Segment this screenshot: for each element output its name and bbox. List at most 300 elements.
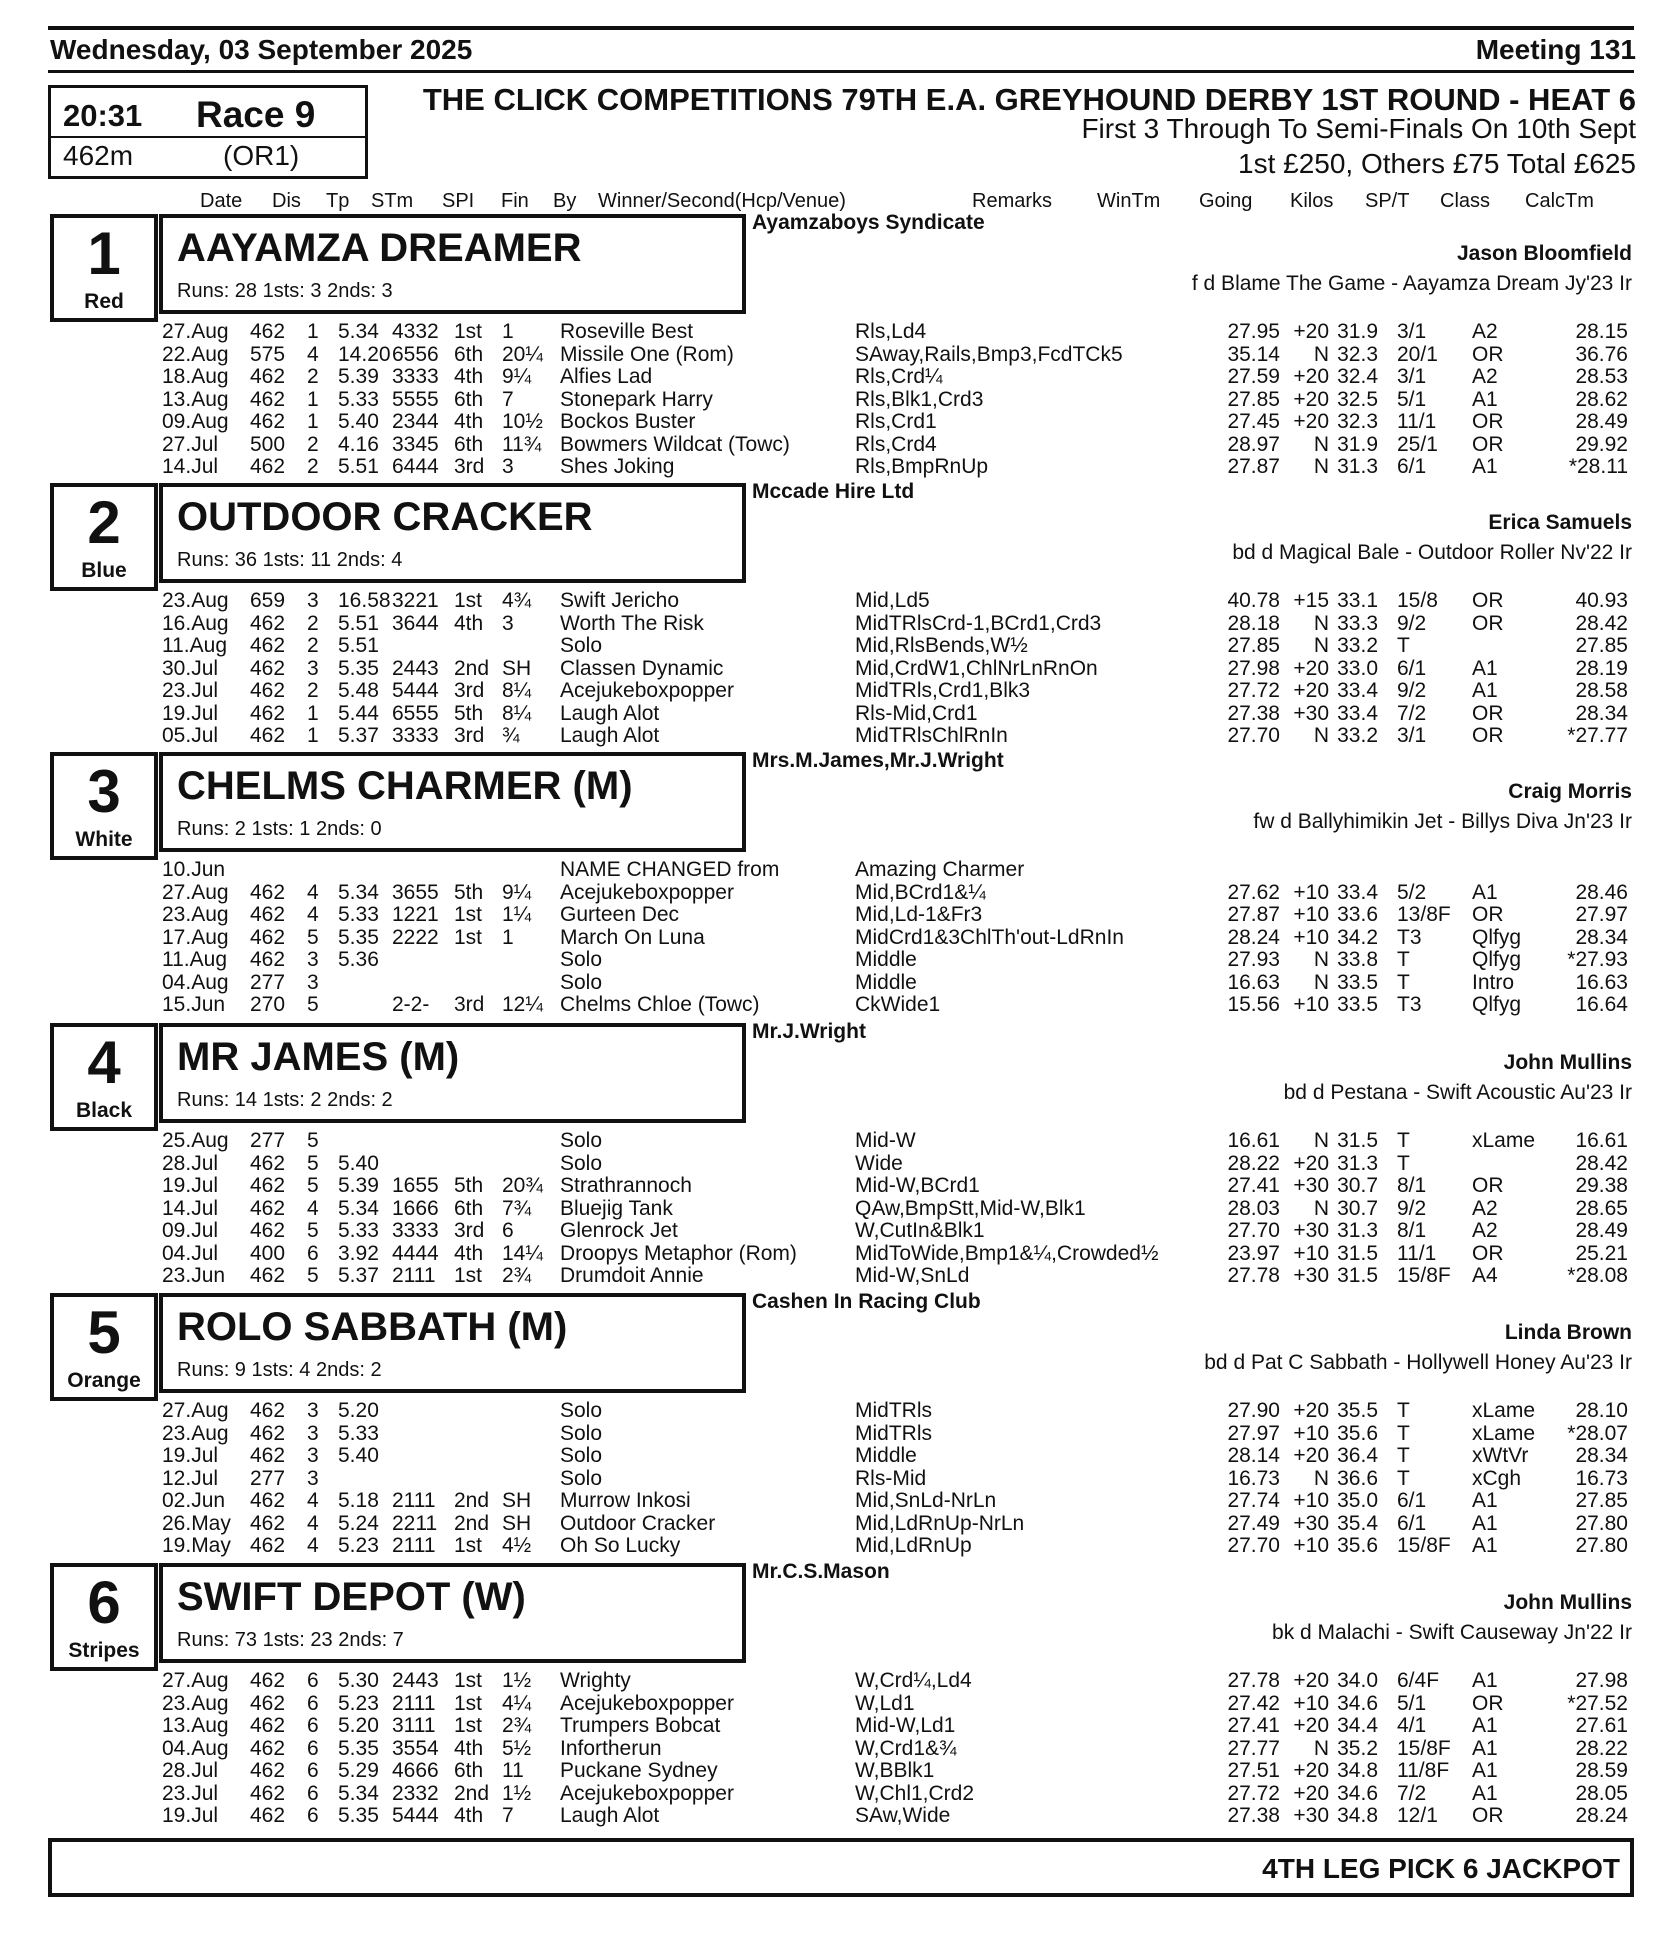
form-kilos: 31.9 <box>1337 320 1378 343</box>
form-sp: T <box>1397 1444 1410 1467</box>
form-calc-time: 40.93 <box>1575 589 1628 612</box>
form-date: 19.Jul <box>162 1444 219 1467</box>
form-win-time: 27.59 <box>1227 365 1280 388</box>
form-distance-beaten: 2¾ <box>502 1714 532 1737</box>
form-class: Intro <box>1472 970 1515 994</box>
dog-stats: Runs: 36 1sts: 11 2nds: 4 <box>177 549 403 571</box>
form-row <box>0 1175 1676 1198</box>
form-date: 14.Jul <box>162 1196 219 1220</box>
form-remarks: Mid-W,BCrd1 <box>855 1174 980 1197</box>
form-sp: 7/2 <box>1397 1781 1427 1805</box>
form-distance-beaten: 5½ <box>502 1736 532 1760</box>
form-table <box>0 1130 1676 1288</box>
form-row <box>0 456 1676 479</box>
form-going: +30 <box>1293 1174 1329 1197</box>
form-trap: 2 <box>307 365 319 388</box>
form-date: 23.Jun <box>162 1264 226 1287</box>
form-date: 23.Aug <box>162 589 229 612</box>
form-remarks: MidTRls <box>855 1399 932 1422</box>
form-going: N <box>1313 432 1329 456</box>
form-win-time: 16.73 <box>1227 1466 1280 1490</box>
form-calc-time: 28.34 <box>1575 701 1628 725</box>
form-sp: 5/2 <box>1397 880 1427 904</box>
form-remarks: MidTRls <box>855 1421 932 1445</box>
form-sp: 9/2 <box>1397 611 1427 635</box>
form-date: 23.Aug <box>162 903 229 926</box>
form-trap: 6 <box>307 1241 319 1265</box>
form-distance: 462 <box>250 903 286 926</box>
dog-stats: Runs: 2 1sts: 1 2nds: 0 <box>177 818 382 840</box>
col-calctm: CalcTm <box>1525 190 1594 212</box>
form-distance-beaten: 6 <box>502 1219 514 1242</box>
form-calc-time: 28.65 <box>1575 1196 1628 1220</box>
form-positions: 3644 <box>392 611 439 635</box>
form-row <box>0 1670 1676 1693</box>
form-distance-beaten: 12¼ <box>502 993 543 1016</box>
form-table <box>0 321 1676 479</box>
form-trap: 3 <box>307 1466 319 1490</box>
form-winner: Solo <box>560 1444 603 1467</box>
form-sp: T <box>1397 1399 1410 1422</box>
form-positions: 1655 <box>392 1174 439 1197</box>
form-calc-time: 28.34 <box>1575 1444 1628 1467</box>
form-trap: 3 <box>307 1444 319 1467</box>
form-remarks: Rls,Ld4 <box>855 320 927 343</box>
form-date: 17.Aug <box>162 925 229 949</box>
form-win-time: 28.14 <box>1227 1444 1280 1467</box>
form-positions: 2111 <box>392 1691 436 1715</box>
form-calc-time: 27.85 <box>1575 634 1628 657</box>
form-sp: 3/1 <box>1397 365 1427 388</box>
dog-stats: Runs: 28 1sts: 3 2nds: 3 <box>177 280 393 302</box>
form-positions: 5444 <box>392 1804 439 1827</box>
form-win-time: 27.95 <box>1227 320 1280 343</box>
form-sp: T <box>1397 634 1410 657</box>
form-distance-beaten: 11¾ <box>502 432 542 456</box>
form-remarks: Rls,Crd¼ <box>855 365 943 388</box>
form-remarks: Mid,RlsBends,W½ <box>855 634 1028 657</box>
form-finish: 1st <box>454 903 483 926</box>
form-date: 27.Aug <box>162 320 229 343</box>
form-sectional: 5.33 <box>338 1219 379 1242</box>
form-trap: 3 <box>307 1421 319 1445</box>
form-going: +20 <box>1293 1714 1329 1737</box>
form-win-time: 15.56 <box>1227 993 1280 1016</box>
form-finish: 4th <box>454 1736 484 1760</box>
form-distance-beaten: 3 <box>502 455 514 478</box>
form-kilos: 35.4 <box>1337 1511 1378 1535</box>
form-sectional: 5.40 <box>338 410 379 433</box>
runner-block <box>0 749 1676 1022</box>
form-class: OR <box>1472 1241 1504 1265</box>
form-going: +20 <box>1293 1759 1329 1782</box>
form-kilos: 34.8 <box>1337 1759 1378 1782</box>
form-win-time: 35.14 <box>1227 342 1280 366</box>
form-kilos: 33.2 <box>1337 634 1378 657</box>
form-distance-beaten: 7 <box>502 1804 514 1827</box>
form-finish: 6th <box>454 342 484 366</box>
form-date: 28.Jul <box>162 1151 219 1175</box>
form-positions: 2443 <box>392 656 439 680</box>
form-kilos: 34.0 <box>1337 1669 1378 1692</box>
form-sp: 12/1 <box>1397 1804 1438 1827</box>
form-going: +20 <box>1293 1151 1329 1175</box>
form-sectional: 5.36 <box>338 948 379 971</box>
form-row <box>0 859 1676 882</box>
form-sectional: 5.24 <box>338 1511 379 1535</box>
form-distance-beaten: 1 <box>502 925 514 949</box>
form-remarks: Rls,Blk1,Crd3 <box>855 387 984 411</box>
form-win-time: 27.77 <box>1227 1736 1280 1760</box>
form-sp: 6/1 <box>1397 656 1427 680</box>
form-sp: T <box>1397 1466 1410 1490</box>
form-calc-time: *28.11 <box>1568 455 1628 478</box>
form-class: A1 <box>1472 679 1498 702</box>
form-trap: 1 <box>307 701 319 725</box>
form-sp: 11/1 <box>1397 410 1437 433</box>
form-distance-beaten: 7¾ <box>502 1196 532 1220</box>
form-distance-beaten: 3 <box>502 611 514 635</box>
form-row <box>0 882 1676 905</box>
form-win-time: 27.62 <box>1227 880 1280 904</box>
form-trap: 1 <box>307 320 319 343</box>
form-finish: 6th <box>454 432 484 456</box>
form-sp: 9/2 <box>1397 1196 1427 1220</box>
form-winner: Roseville Best <box>560 320 694 343</box>
form-win-time: 27.38 <box>1227 1804 1280 1827</box>
form-kilos: 33.5 <box>1337 970 1378 994</box>
form-row <box>0 949 1676 972</box>
form-remarks: Mid,BCrd1&¼ <box>855 880 986 904</box>
form-sectional: 5.29 <box>338 1759 379 1782</box>
form-kilos: 32.5 <box>1337 387 1378 411</box>
form-class: A1 <box>1472 1759 1498 1782</box>
form-sp: 9/2 <box>1397 679 1427 702</box>
form-distance-beaten: 1½ <box>502 1669 532 1692</box>
form-distance: 277 <box>250 1466 286 1490</box>
form-winner: Laugh Alot <box>560 701 660 725</box>
form-sectional: 3.92 <box>338 1241 379 1265</box>
form-row <box>0 434 1676 457</box>
form-date: 30.Jul <box>162 656 219 680</box>
trap-number: 3 <box>87 758 121 825</box>
form-class: Qlfyg <box>1472 948 1522 971</box>
form-positions: 4666 <box>392 1759 439 1782</box>
form-winner: Bluejig Tank <box>560 1196 673 1220</box>
form-distance: 462 <box>250 1444 286 1467</box>
form-distance: 462 <box>250 1759 286 1782</box>
form-sectional: 5.39 <box>338 365 379 388</box>
form-winner: Solo <box>560 1421 603 1445</box>
form-kilos: 34.4 <box>1337 1714 1378 1737</box>
form-positions: 2344 <box>392 410 439 433</box>
form-date: 27.Jul <box>162 432 219 456</box>
form-class: A2 <box>1472 1196 1498 1220</box>
form-distance-beaten: 2¾ <box>502 1264 532 1287</box>
form-kilos: 32.3 <box>1337 410 1378 433</box>
form-sp: 15/8F <box>1397 1264 1451 1287</box>
dog-name-box <box>159 752 746 852</box>
form-table <box>0 859 1676 1017</box>
trap-box <box>50 483 158 591</box>
form-finish: 1st <box>454 1669 483 1692</box>
form-remarks: MidTRlsCrd-1,BCrd1,Crd3 <box>855 611 1102 635</box>
form-finish: 1st <box>454 320 483 343</box>
form-trap: 3 <box>307 589 319 612</box>
form-class: OR <box>1472 342 1504 366</box>
form-going: N <box>1313 342 1329 366</box>
form-sectional: 5.51 <box>338 455 379 478</box>
form-date: 23.Aug <box>162 1691 229 1715</box>
form-sectional: 4.16 <box>338 432 379 456</box>
form-finish: 1st <box>454 589 483 612</box>
form-sectional: 5.23 <box>338 1691 379 1715</box>
form-winner: Chelms Chloe (Towc) <box>560 993 760 1016</box>
form-going: +10 <box>1293 880 1329 904</box>
form-win-time: 27.87 <box>1227 903 1280 926</box>
form-kilos: 33.0 <box>1337 656 1378 680</box>
form-class: A1 <box>1472 1489 1498 1512</box>
form-row <box>0 972 1676 995</box>
form-winner: Oh So Lucky <box>560 1534 681 1557</box>
breeding: fw d Ballyhimikin Jet - Billys Diva Jn'23 Ir <box>1253 810 1632 833</box>
form-distance-beaten: 1 <box>502 320 514 343</box>
form-row <box>0 590 1676 613</box>
form-winner: Acejukeboxpopper <box>560 880 734 904</box>
form-kilos: 35.6 <box>1337 1421 1378 1445</box>
form-finish: 6th <box>454 1759 484 1782</box>
form-remarks: MidToWide,Bmp1&¼,Crowded½ <box>855 1241 1159 1265</box>
trap-box <box>50 214 158 322</box>
form-calc-time: 28.42 <box>1575 611 1628 635</box>
form-kilos: 31.3 <box>1337 1151 1378 1175</box>
trainer: Jason Bloomfield <box>1456 242 1632 265</box>
form-date: 09.Aug <box>162 410 229 433</box>
form-positions: 6444 <box>392 455 439 478</box>
form-win-time: 27.72 <box>1227 679 1280 702</box>
form-distance-beaten: 8¼ <box>502 701 532 725</box>
col-spt: SP/T <box>1365 190 1410 212</box>
form-calc-time: *28.08 <box>1567 1264 1628 1287</box>
form-going: +10 <box>1293 1489 1329 1512</box>
form-date: 04.Aug <box>162 970 229 994</box>
form-class: A2 <box>1472 320 1498 343</box>
form-positions: 2332 <box>392 1781 439 1805</box>
form-distance: 462 <box>250 1781 286 1805</box>
trap-box <box>50 752 158 860</box>
form-remarks: SAway,Rails,Bmp3,FcdTCk5 <box>855 342 1123 366</box>
form-sp: 11/1 <box>1397 1241 1437 1265</box>
form-sectional: 5.44 <box>338 701 379 725</box>
form-winner: Solo <box>560 634 603 657</box>
form-remarks: CkWide1 <box>855 993 941 1016</box>
form-remarks: W,Crd1&¾ <box>855 1736 957 1760</box>
form-going: N <box>1313 1736 1329 1760</box>
form-calc-time: 29.38 <box>1575 1174 1628 1197</box>
form-class: Qlfyg <box>1472 925 1522 949</box>
runner-block <box>0 1020 1676 1293</box>
form-kilos: 32.4 <box>1337 365 1378 388</box>
form-positions: 3554 <box>392 1736 439 1760</box>
form-date: 23.Jul <box>162 679 219 702</box>
form-trap: 1 <box>307 387 319 411</box>
form-remarks: Mid,CrdW1,ChlNrLnRnOn <box>855 656 1098 680</box>
form-calc-time: 28.46 <box>1575 880 1628 904</box>
form-row <box>0 725 1676 748</box>
form-date: 10.Jun <box>162 858 226 881</box>
form-trap: 2 <box>307 611 319 635</box>
form-calc-time: 28.42 <box>1575 1151 1628 1175</box>
form-date: 04.Jul <box>162 1241 219 1265</box>
form-distance: 462 <box>250 1399 286 1422</box>
form-sectional: 14.20 <box>338 342 391 366</box>
form-row <box>0 389 1676 412</box>
form-remarks: W,CutIn&Blk1 <box>855 1219 985 1242</box>
form-distance: 462 <box>250 1736 286 1760</box>
dog-name-box <box>159 1023 746 1123</box>
form-kilos: 31.3 <box>1337 455 1378 478</box>
form-calc-time: 36.76 <box>1575 342 1628 366</box>
form-date: 23.Aug <box>162 1421 229 1445</box>
form-kilos: 30.7 <box>1337 1174 1378 1197</box>
owner: Mrs.M.James,Mr.J.Wright <box>752 749 1004 772</box>
form-date: 04.Aug <box>162 1736 229 1760</box>
form-distance-beaten: SH <box>502 1511 532 1535</box>
form-row <box>0 1400 1676 1423</box>
form-row <box>0 658 1676 681</box>
form-trap: 3 <box>307 970 319 994</box>
form-calc-time: 28.05 <box>1575 1781 1628 1805</box>
form-positions: 2111 <box>392 1489 436 1512</box>
form-distance: 462 <box>250 1219 286 1242</box>
race-distance: 462m <box>63 140 134 171</box>
form-remarks: W,BBlk1 <box>855 1759 935 1782</box>
form-distance: 462 <box>250 1534 286 1557</box>
trap-number: 6 <box>87 1569 121 1636</box>
form-trap: 1 <box>307 724 319 747</box>
form-remarks: MidTRlsChlRnIn <box>855 724 1008 747</box>
form-row <box>0 1805 1676 1828</box>
form-distance: 462 <box>250 1421 286 1445</box>
form-remarks: Mid,LdRnUp <box>855 1534 972 1557</box>
form-win-time: 28.24 <box>1227 925 1280 949</box>
form-distance: 462 <box>250 410 286 433</box>
race-subtitle: First 3 Through To Semi-Finals On 10th Sept <box>1081 113 1636 144</box>
form-going: +20 <box>1293 656 1329 680</box>
form-going: +20 <box>1293 1444 1329 1467</box>
form-table <box>0 1400 1676 1558</box>
form-sectional: 16.58 <box>338 589 391 612</box>
form-sp: 15/8F <box>1397 1736 1451 1760</box>
form-win-time: 16.61 <box>1227 1129 1280 1152</box>
form-winner: Puckane Sydney <box>560 1759 718 1782</box>
form-finish: 2nd <box>454 1511 490 1535</box>
form-calc-time: 28.10 <box>1575 1399 1628 1422</box>
form-finish: 1st <box>454 1534 483 1557</box>
race-grade: (OR1) <box>223 140 300 171</box>
form-row <box>0 1760 1676 1783</box>
form-going: +20 <box>1293 320 1329 343</box>
form-finish: 3rd <box>454 724 485 747</box>
form-going: N <box>1313 634 1329 657</box>
form-distance-beaten: 8¼ <box>502 679 532 702</box>
form-positions: 4332 <box>392 320 439 343</box>
form-remarks: Rls,BmpRnUp <box>855 455 989 478</box>
form-finish: 4th <box>454 1241 484 1265</box>
form-trap: 4 <box>307 1489 319 1512</box>
form-distance-beaten: 11 <box>502 1759 524 1782</box>
trap-number: 1 <box>87 220 121 287</box>
form-row <box>0 1220 1676 1243</box>
breeding: bd d Magical Bale - Outdoor Roller Nv'22 Ir <box>1232 541 1632 564</box>
form-date: 23.Jul <box>162 1781 219 1805</box>
form-positions: 5555 <box>392 387 439 411</box>
runner-block <box>0 1560 1676 1833</box>
col-remarks: Remarks <box>972 190 1053 212</box>
form-class: A1 <box>1472 1669 1498 1692</box>
form-kilos: 31.3 <box>1337 1219 1378 1242</box>
form-class: xLame <box>1472 1421 1536 1445</box>
form-win-time: 27.41 <box>1227 1714 1280 1737</box>
form-sp: 5/1 <box>1397 1691 1427 1715</box>
trap-colour: Blue <box>81 559 127 582</box>
form-row <box>0 1738 1676 1761</box>
form-sectional: 5.18 <box>338 1489 379 1512</box>
form-trap: 6 <box>307 1669 319 1692</box>
form-sp: 7/2 <box>1397 701 1427 725</box>
form-finish: 4th <box>454 611 484 635</box>
form-sp: 8/1 <box>1397 1219 1427 1242</box>
form-distance: 462 <box>250 880 286 904</box>
form-trap: 4 <box>307 903 319 926</box>
form-sectional: 5.33 <box>338 903 379 926</box>
form-calc-time: 16.61 <box>1575 1129 1628 1152</box>
form-positions: 3655 <box>392 880 439 904</box>
form-win-time: 27.41 <box>1227 1174 1280 1197</box>
form-class: xWtVr <box>1472 1444 1529 1467</box>
form-win-time: 27.42 <box>1227 1691 1280 1715</box>
form-finish: 4th <box>454 365 484 388</box>
form-finish: 1st <box>454 1714 483 1737</box>
form-kilos: 35.0 <box>1337 1489 1378 1512</box>
form-winner: Solo <box>560 1466 603 1490</box>
form-remarks: Mid-W,Ld1 <box>855 1714 956 1737</box>
form-going: +10 <box>1293 1241 1329 1265</box>
form-sectional: 5.33 <box>338 387 379 411</box>
form-kilos: 34.6 <box>1337 1781 1378 1805</box>
form-win-time: 40.78 <box>1227 589 1280 612</box>
form-sectional: 5.34 <box>338 1196 379 1220</box>
form-going: N <box>1313 1196 1329 1220</box>
form-win-time: 27.98 <box>1227 656 1280 680</box>
form-trap: 5 <box>307 1219 319 1242</box>
trap-number: 2 <box>87 489 121 556</box>
form-remarks: Mid,Ld-1&Fr3 <box>855 903 983 926</box>
form-row <box>0 1490 1676 1513</box>
form-going: +20 <box>1293 387 1329 411</box>
form-calc-time: 16.63 <box>1575 970 1628 994</box>
form-class: Qlfyg <box>1472 993 1522 1016</box>
form-calc-time: 27.98 <box>1575 1669 1628 1692</box>
form-going: +20 <box>1293 410 1329 433</box>
form-winner: Laugh Alot <box>560 1804 660 1827</box>
form-going: N <box>1313 1129 1329 1152</box>
form-calc-time: 28.49 <box>1575 410 1628 433</box>
form-win-time: 27.97 <box>1227 1421 1280 1445</box>
form-date: 28.Jul <box>162 1759 219 1782</box>
form-win-time: 27.87 <box>1227 455 1280 478</box>
runner-block <box>0 211 1676 484</box>
